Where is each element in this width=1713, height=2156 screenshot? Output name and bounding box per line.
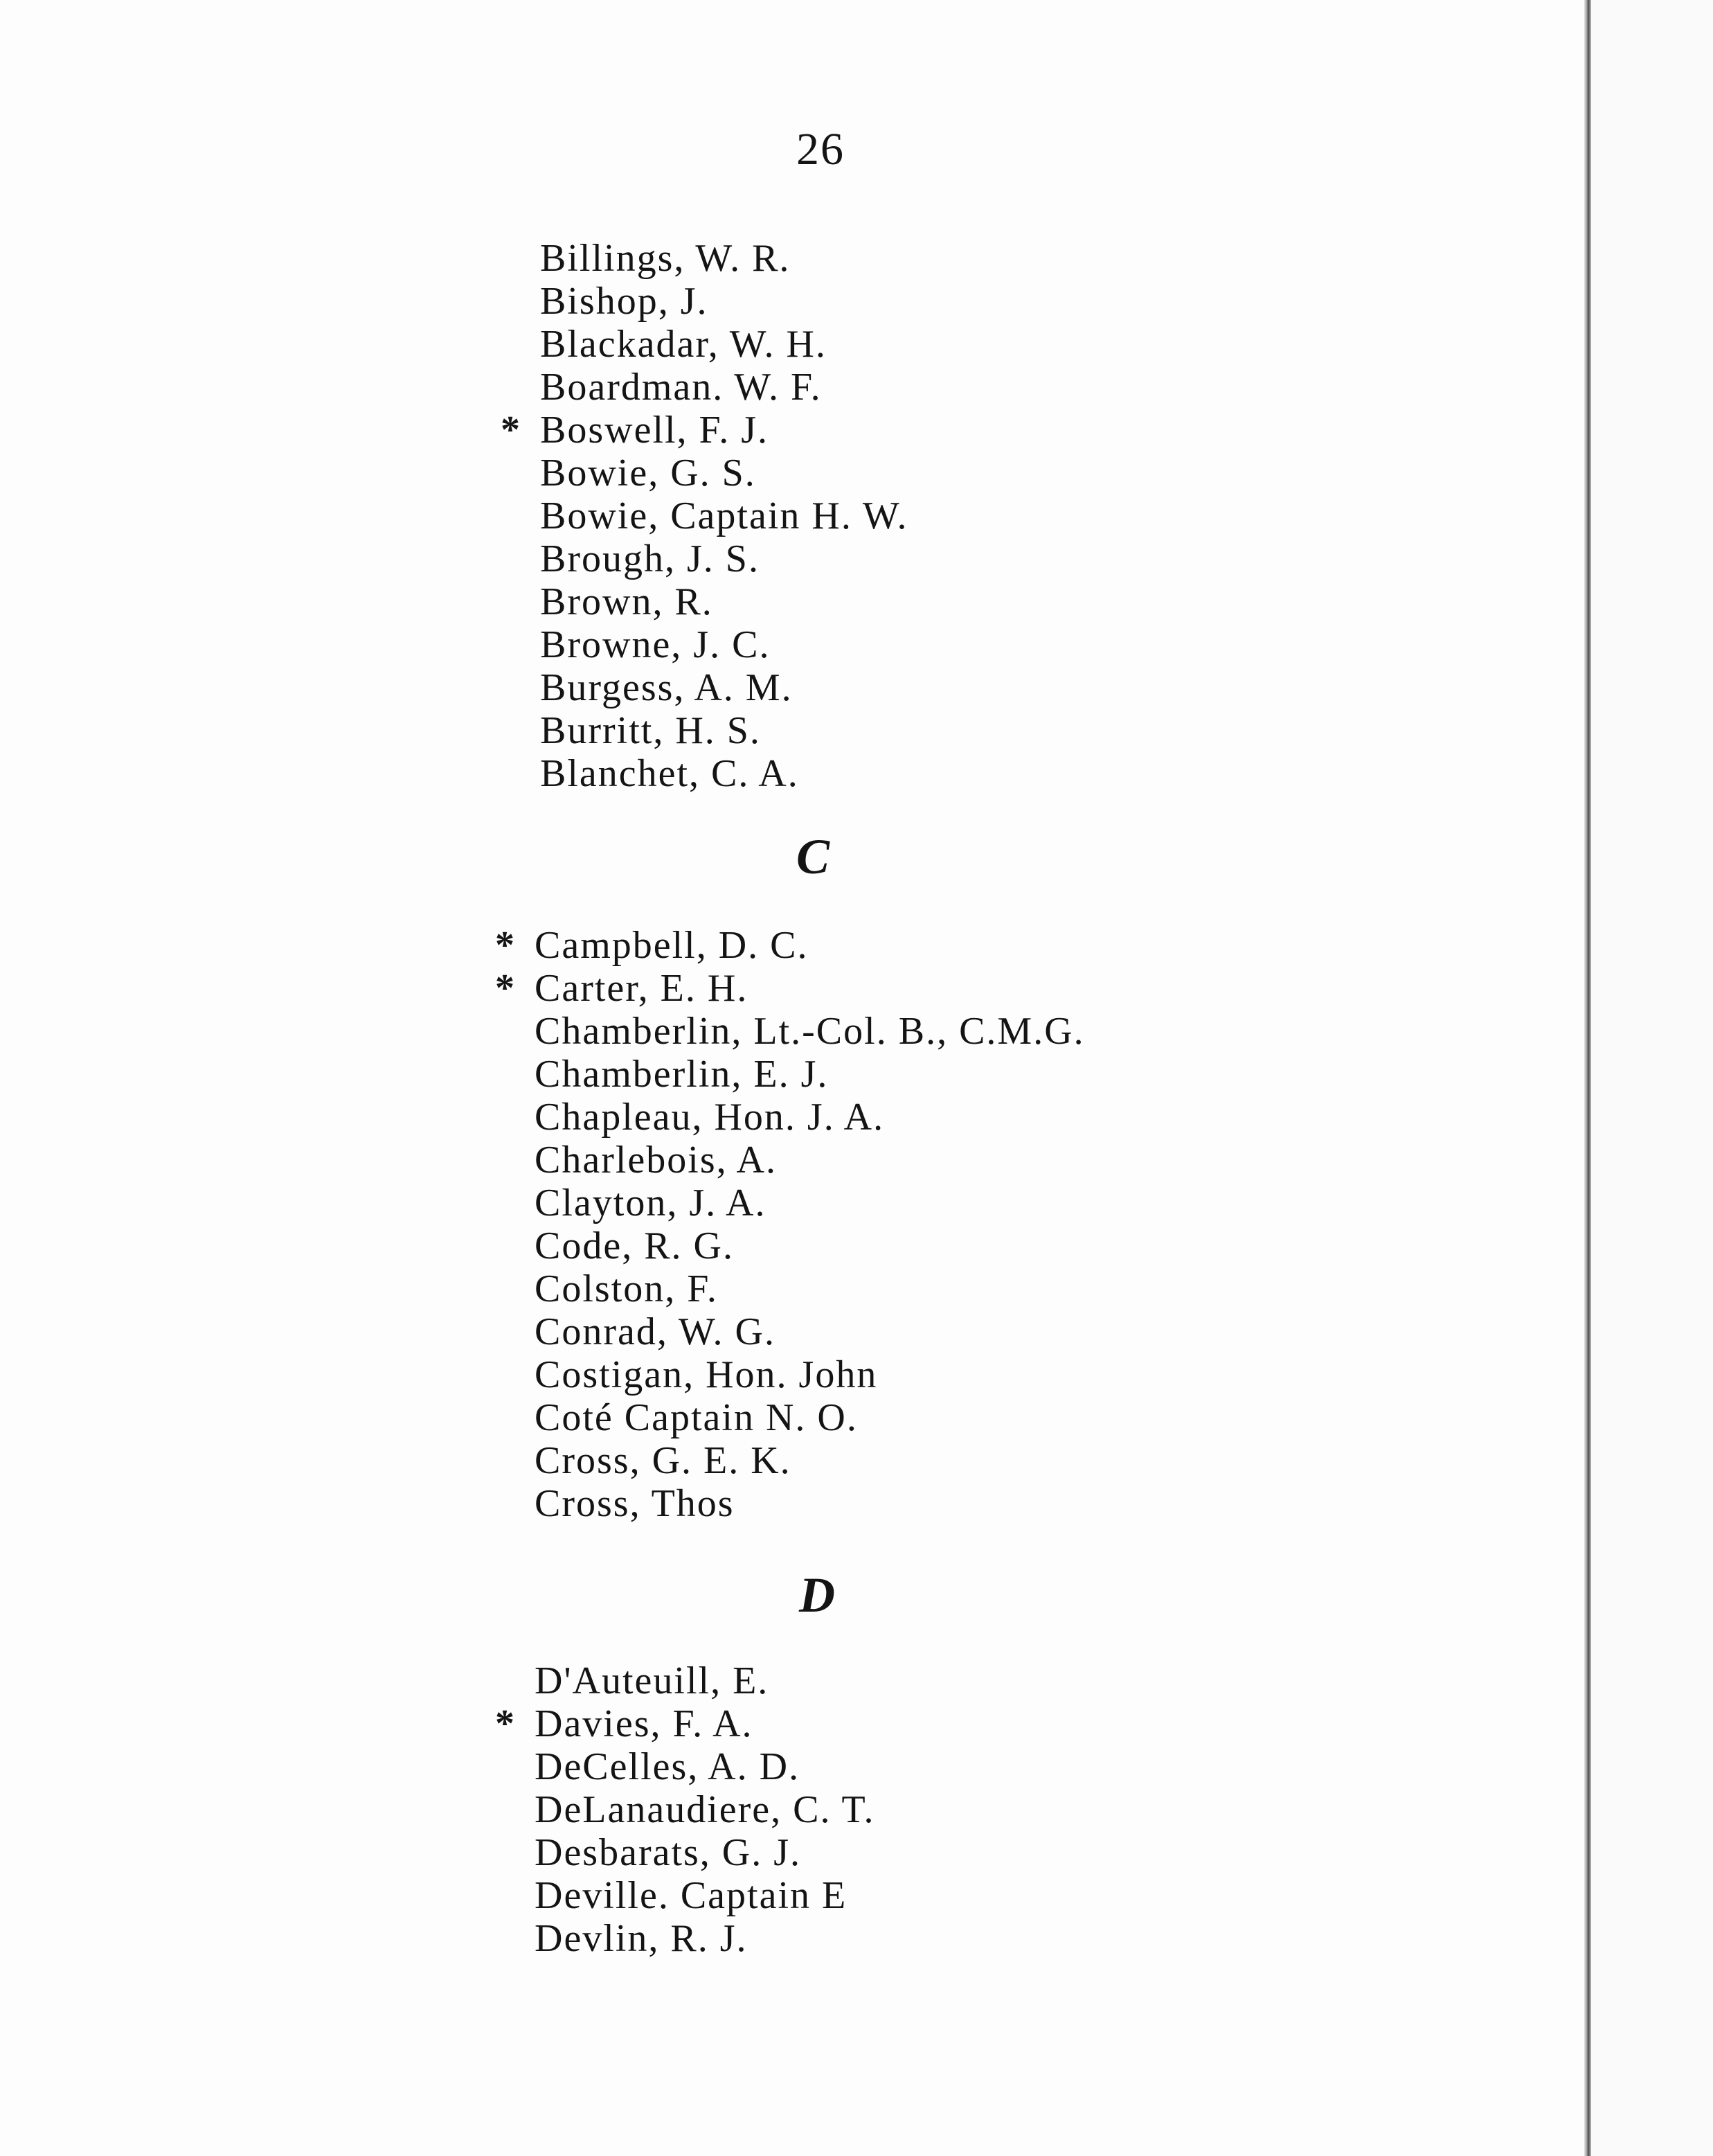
member-name: Carter, E. H.: [535, 967, 748, 1010]
name-entry: [535, 1053, 1085, 1096]
name-list-c: [495, 924, 1085, 1525]
name-entry: [535, 1788, 875, 1831]
name-entry: [535, 1010, 1085, 1053]
section-letter-c: C: [796, 829, 830, 884]
member-name: Costigan, Hon. John: [535, 1353, 878, 1396]
name-entry: [540, 366, 908, 409]
name-entry: [535, 1310, 1085, 1353]
name-list-d: [495, 1659, 875, 1960]
name-entry: [540, 452, 908, 495]
name-entry: [535, 1874, 875, 1917]
member-name: D'Auteuill, E.: [535, 1659, 769, 1702]
name-entry: [495, 924, 1085, 967]
name-entry: [535, 1659, 875, 1702]
member-name: Campbell, D. C.: [535, 924, 809, 967]
member-name: Browne, J. C.: [540, 623, 771, 666]
name-entry: [540, 752, 908, 795]
name-entry: [535, 1396, 1085, 1439]
name-entry: [535, 1182, 1085, 1224]
member-name: Charlebois, A.: [535, 1139, 777, 1182]
name-entry: [535, 1096, 1085, 1139]
deceased-marker: *: [495, 924, 516, 967]
deceased-marker: *: [495, 1702, 516, 1745]
name-entry: [535, 1267, 1085, 1310]
name-list-b: [501, 237, 908, 795]
member-name: Cross, G. E. K.: [535, 1439, 791, 1482]
member-name: Bowie, Captain H. W.: [540, 495, 908, 537]
facing-page-edge: [1591, 0, 1713, 2156]
member-name: Blanchet, C. A.: [540, 752, 799, 795]
name-entry: [535, 1745, 875, 1788]
page-gutter: [1584, 0, 1591, 2156]
name-entry: [495, 1702, 875, 1745]
name-entry: [535, 1353, 1085, 1396]
member-name: Brough, J. S.: [540, 537, 760, 580]
name-entry: [501, 409, 908, 452]
member-name: DeCelles, A. D.: [535, 1745, 800, 1788]
member-name: DeLanaudiere, C. T.: [535, 1788, 875, 1831]
name-entry: [540, 280, 908, 323]
name-entry: [540, 537, 908, 580]
member-name: Devlin, R. J.: [535, 1917, 748, 1960]
member-name: Chapleau, Hon. J. A.: [535, 1096, 885, 1139]
member-name: Clayton, J. A.: [535, 1182, 766, 1224]
deceased-marker: *: [501, 409, 521, 452]
section-letter-d: D: [799, 1567, 835, 1623]
member-name: Billings, W. R.: [540, 237, 791, 280]
member-name: Cross, Thos: [535, 1482, 735, 1525]
page-number: 26: [796, 124, 845, 175]
member-name: Coté Captain N. O.: [535, 1396, 858, 1439]
name-entry: [495, 967, 1085, 1010]
member-name: Brown, R.: [540, 580, 713, 623]
name-entry: [535, 1224, 1085, 1267]
name-entry: [540, 623, 908, 666]
name-entry: [535, 1917, 875, 1960]
member-name: Boardman. W. F.: [540, 366, 822, 409]
name-entry: [540, 495, 908, 537]
name-entry: [540, 666, 908, 709]
member-name: Burgess, A. M.: [540, 666, 793, 709]
name-entry: [535, 1139, 1085, 1182]
member-name: Davies, F. A.: [535, 1702, 753, 1745]
name-entry: [540, 237, 908, 280]
name-entry: [535, 1439, 1085, 1482]
deceased-marker: *: [495, 967, 516, 1010]
name-entry: [540, 580, 908, 623]
member-name: Blackadar, W. H.: [540, 323, 827, 366]
member-name: Deville. Captain E: [535, 1874, 847, 1917]
name-entry: [535, 1831, 875, 1874]
member-name: Boswell, F. J.: [540, 409, 769, 452]
name-entry: [535, 1482, 1085, 1525]
member-name: Conrad, W. G.: [535, 1310, 775, 1353]
member-name: Chamberlin, E. J.: [535, 1053, 829, 1096]
member-name: Bowie, G. S.: [540, 452, 756, 495]
name-entry: [540, 709, 908, 752]
member-name: Bishop, J.: [540, 280, 708, 323]
member-name: Chamberlin, Lt.-Col. B., C.M.G.: [535, 1010, 1085, 1053]
name-entry: [540, 323, 908, 366]
member-name: Code, R. G.: [535, 1224, 734, 1267]
member-name: Colston, F.: [535, 1267, 718, 1310]
member-name: Desbarats, G. J.: [535, 1831, 802, 1874]
member-name: Burritt, H. S.: [540, 709, 761, 752]
